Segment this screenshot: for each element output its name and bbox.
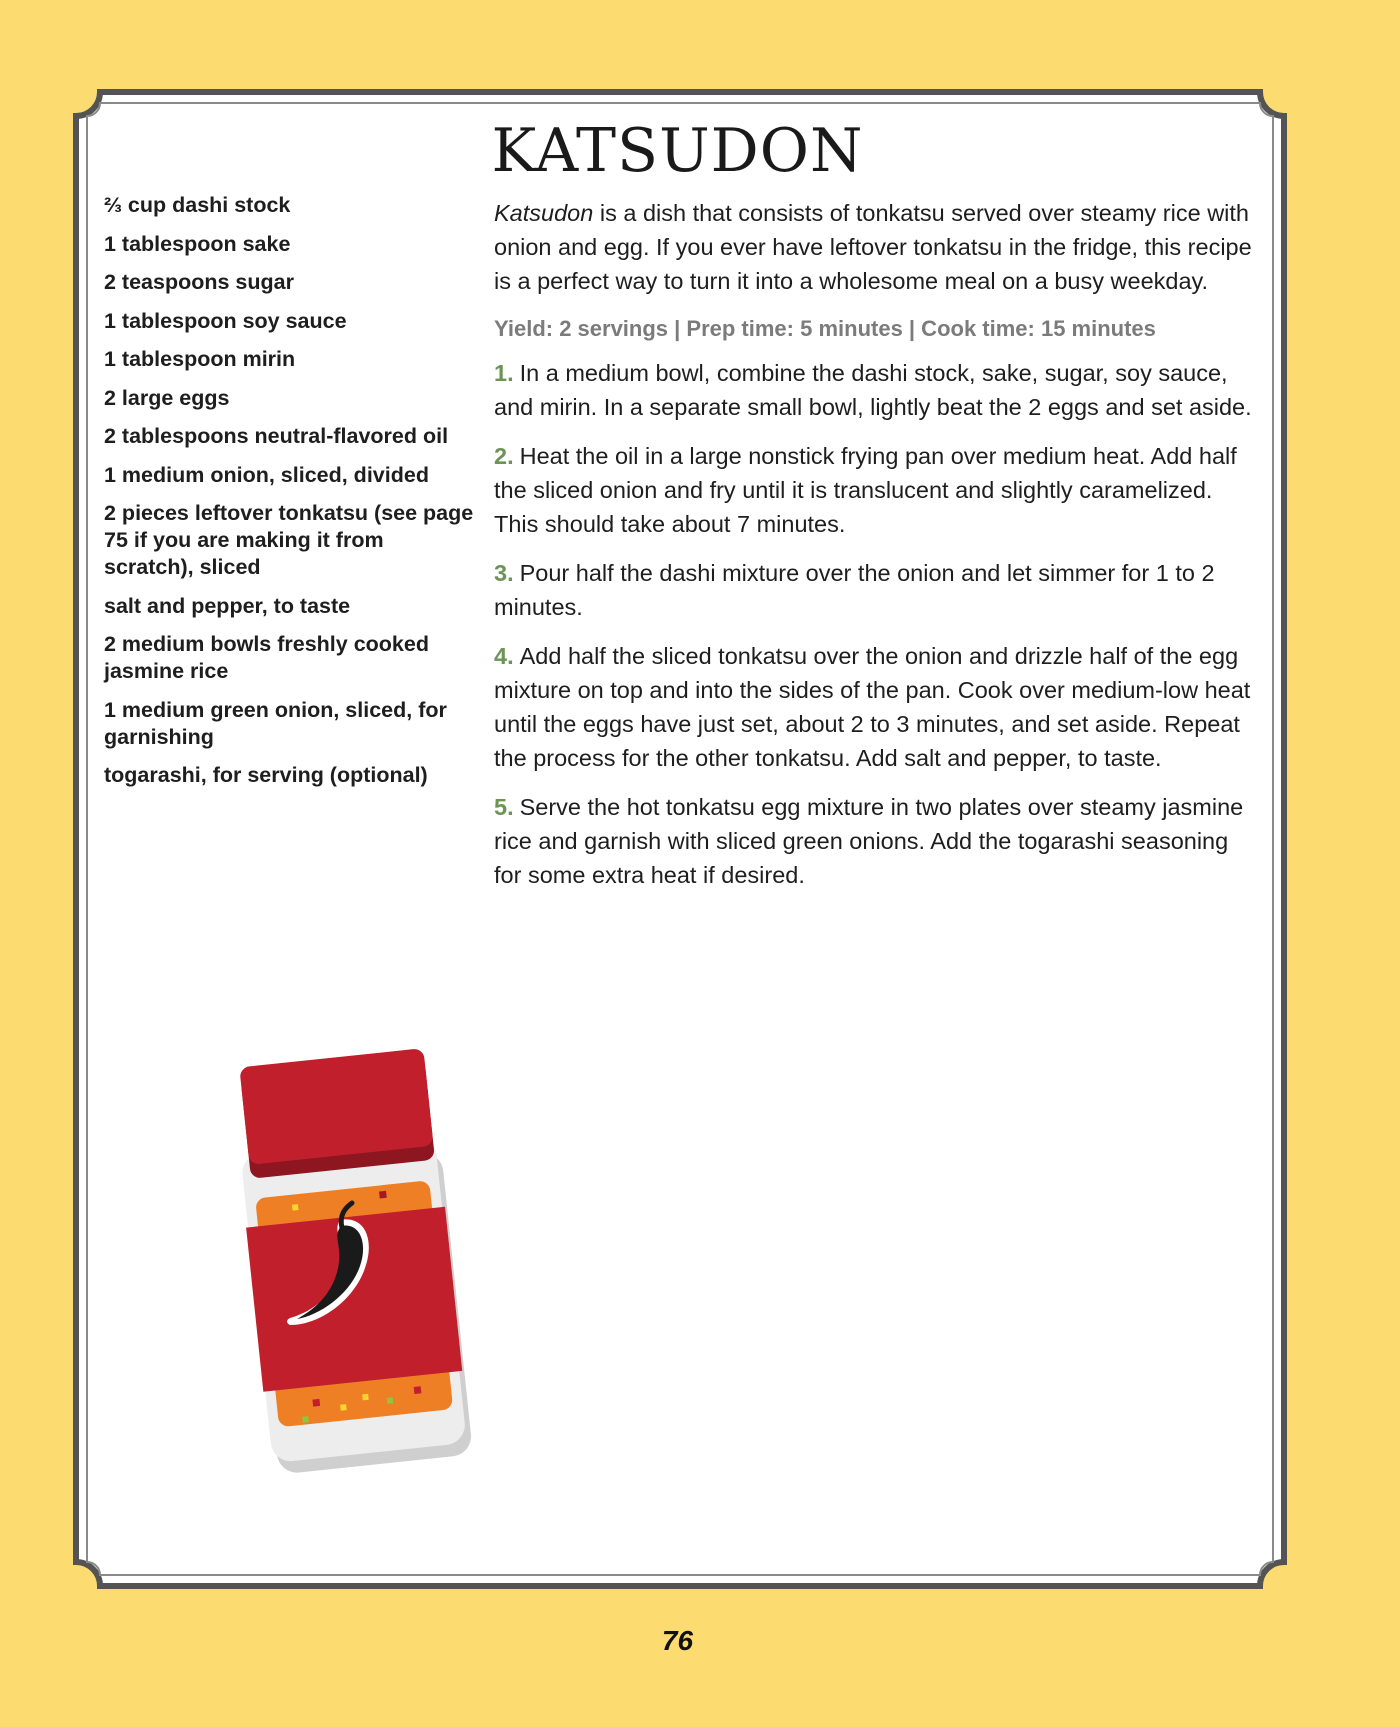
ingredient-item: salt and pepper, to taste	[104, 593, 351, 618]
step-list	[494, 356, 1252, 892]
step-number: 2.	[494, 443, 514, 469]
ingredient-item: togarashi, for serving (optional)	[104, 763, 428, 787]
step-text: Pour half the dashi mixture over the onion and let simmer for 1 to 2 minutes.	[494, 560, 1215, 620]
step-number: 1.	[494, 360, 514, 386]
step-text: Serve the hot tonkatsu egg mixture in two plates over steamy jasmine rice and garnish with sliced green onions. Add the togarashi seasoning for some extra heat if desired.	[494, 794, 1244, 888]
ingredient-item: 1 medium onion, sliced, divided	[104, 462, 429, 487]
ingredient-item: 2 large eggs	[104, 385, 230, 410]
ingredient-item: 2 teaspoons sugar	[104, 270, 294, 294]
step-text: Heat the oil in a large nonstick frying pan over medium heat. Add half the sliced onion and fry until it is translucent and slightly caramelized. This should take about 7 minutes.	[494, 443, 1237, 537]
recipe-title: KATSUDON	[491, 116, 864, 186]
ingredient-item: 1 tablespoon soy sauce	[104, 308, 347, 333]
recipe-meta: Yield: 2 servings | Prep time: 5 minutes | Cook time: 15 minutes	[494, 316, 1156, 341]
step-number: 4.	[494, 643, 514, 669]
spice-jar-chili-icon	[200, 1040, 480, 1480]
ingredient-item: 1 tablespoon mirin	[104, 347, 296, 371]
ingredient-item: 2 tablespoons neutral-flavored oil	[104, 424, 449, 448]
intro-dish-name: Katsudon	[494, 200, 594, 226]
ingredient-item: 2 pieces leftover tonkatsu (see page 75 if you are making it from scratch), sliced	[104, 501, 474, 579]
step-number: 5.	[494, 794, 514, 820]
recipe-step	[494, 439, 1252, 541]
recipe-body	[494, 196, 1252, 907]
recipe-step	[494, 790, 1252, 892]
step-text: Add half the sliced tonkatsu over the onion and drizzle half of the egg mixture on top and into the sides of the pan. Cook over medium-low heat until the eggs have just set, about 2 to 3 minutes, and set aside. Repeat the process for the other tonkatsu. Add salt and pepper, to taste.	[494, 643, 1251, 771]
recipe-step	[494, 639, 1252, 775]
recipe-step	[494, 356, 1252, 424]
ingredient-item: 1 tablespoon sake	[104, 231, 291, 256]
ingredient-list	[104, 192, 476, 801]
ingredient-item: 1 medium green onion, sliced, for garnishing	[104, 697, 447, 749]
ingredient-item: 2 medium bowls freshly cooked jasmine rice	[104, 632, 429, 683]
recipe-step	[494, 556, 1252, 624]
recipe-intro	[494, 196, 1252, 298]
page-number: 76	[661, 1625, 694, 1656]
ingredient-item: ⅔ cup dashi stock	[104, 193, 291, 217]
step-text: In a medium bowl, combine the dashi stock, sake, sugar, soy sauce, and mirin. In a separate small bowl, lightly beat the 2 eggs and set aside.	[494, 360, 1252, 420]
step-number: 3.	[494, 560, 514, 586]
intro-text: is a dish that consists of tonkatsu served over steamy rice with onion and egg. If you ever have leftover tonkatsu in the fridge, this recipe is a perfect way to turn it into a wholesome meal on a busy weekday.	[494, 200, 1252, 294]
